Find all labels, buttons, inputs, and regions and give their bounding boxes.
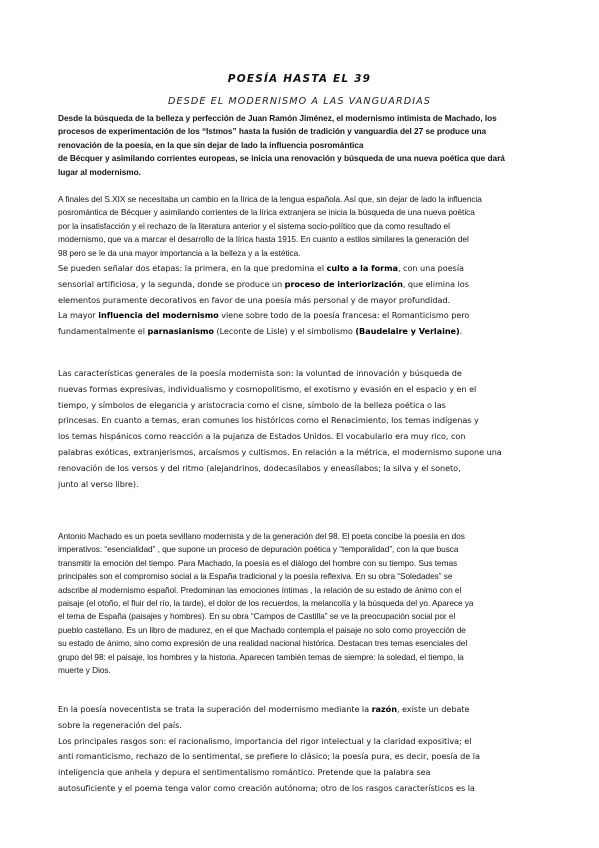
text-line: 98 pero se le da una mayor importancia a la belleza y a la estética.	[58, 247, 301, 258]
text-line: procesos de experimentación de los “Istmos” hasta la fusión de tradición y vanguardia del 27 se produce una	[58, 126, 487, 137]
text-line: junto al verso libre).	[58, 478, 139, 489]
machado-paragraph	[58, 530, 542, 677]
finales-paragraph	[58, 193, 542, 260]
text-line: sobre la regeneración del país.	[58, 719, 182, 730]
text-line: los temas hispánicos como reacción a la pujanza de Estados Unidos. El vocabulario era muy rico, con	[58, 431, 466, 442]
novecentismo-paragraph	[58, 702, 542, 797]
text-line: renovación de la poesía, en la que sin dejar de lado la influencia posromántica	[58, 139, 364, 150]
bold-term: culto a la forma	[326, 263, 398, 273]
text-line: anti romanticismo, rechazo de lo sentimental, se prefiere lo clásico; la poesía pura, es decir, poesía de la	[58, 751, 480, 762]
text-line: grupo del 98: el paisaje, los hombres y la historia. Aparecen también temas de siempre: la soledad, el tiempo, la	[58, 651, 464, 662]
bold-term: proceso de interiorización	[284, 278, 403, 289]
text-line: tiempo, y símbolos de elegancia y aristocracia como el cisne, símbolo de la belleza poética o las	[58, 399, 446, 410]
text-line: fundamentalmente el parnasianismo (Leconte de Lisle) y el simbolismo (Baudelaire y Verlaine).	[58, 326, 463, 337]
text-line: sensorial artificiosa, y la segunda, donde se produce un proceso de interiorización, que elimina los	[58, 278, 469, 289]
text-line: inteligencia que anhela y depura el sentimentalismo romántico. Pretende que la palabra sea	[58, 767, 431, 778]
text-line: autosuficiente y el poema tenga valor como creación autónoma; otro de los rasgos característicos es la	[58, 782, 475, 793]
bold-term: influencia del modernismo	[98, 310, 219, 321]
text-line: su estado de ánimo, sino como expresión de una realidad nacional histórica. Destacan tres temas esenciales del	[58, 638, 468, 649]
text-line: lugar al modernismo.	[58, 166, 141, 177]
caracteristicas-paragraph	[58, 366, 542, 492]
text-line: palabras exóticas, extranjerismos, arcaísmos y cultismos. En relación a la métrica, el modernismo supone una	[58, 446, 502, 457]
intro-paragraph	[58, 112, 542, 179]
text-line: posromántica de Bécquer y asimilando corrientes de la lírica extranjera se inicia la búsqueda de una nueva poética	[58, 207, 475, 218]
text-line: muerte y Dios.	[58, 665, 111, 676]
text-line: de Bécquer y asimilando corrientes europeas, se inicia una renovación y búsqueda de una nueva poética que dará	[58, 153, 505, 164]
text-line: Desde la búsqueda de la belleza y perfección de Juan Ramón Jiménez, el modernismo intimista de Machado, los	[58, 113, 497, 123]
text-line: por la insatisfacción y el rechazo de la literatura anterior y el sistema socio-político que da como resultado el	[58, 220, 450, 231]
text-line: elementos puramente decorativos en favor de una poesía más personal y de mayor profundidad.	[58, 294, 451, 305]
text-line: transmitir la emoción del tiempo. Para Machado, la poesía es el diálogo del hombre con su tiempo. Sus temas	[58, 557, 458, 568]
document-title: POESÍA HASTA EL 39	[227, 73, 372, 85]
text-line: nuevas formas expresivas, individualismo y cosmopolitismo, el exotismo y evasión en el espacio y en el	[58, 383, 477, 394]
text-line: Se pueden señalar dos etapas: la primera, en la que predomina el culto a la forma, con una poesía	[58, 263, 464, 273]
text-line: imperativos: “esencialidad” , que supone un proceso de depuración poética y “temporalidad”, con la que busca	[58, 544, 459, 555]
text-line: Los principales rasgos son: el racionalismo, importancia del rigor intelectual y la claridad expositiva; el	[58, 735, 472, 746]
document-subtitle: DESDE EL MODERNISMO A LAS VANGUARDIAS	[168, 96, 431, 107]
bold-term: (Baudelaire y Verlaine)	[355, 326, 460, 337]
text-line: En la poesía novecentista se trata la superación del modernismo mediante la razón, existe un debate	[58, 704, 470, 714]
text-line: La mayor influencia del modernismo viene sobre todo de la poesía francesa: el Romanticismo pero	[58, 310, 470, 321]
text-line: A finales del S.XIX se necesitaba un cambio en la lírica de la lengua española. Así que, sin dejar de lado la influencia	[58, 194, 482, 204]
text-line: paisaje (el otoño, el fluir del río, la tarde), el dolor de los recuerdos, la melancolía y la búsqueda del yo. Aparece ya	[58, 598, 474, 609]
text-line: principales son el compromiso social a la España tradicional y la poesía reflexiva. En su obra “Soledades” se	[58, 571, 453, 582]
etapas-paragraph	[58, 261, 542, 340]
text-line: Las características generales de la poesía modernista son: la voluntad de innovación y búsqueda de	[58, 368, 462, 378]
text-line: pueblo castellano. Es un libro de madurez, en el que Machado contempla el paisaje no solo como proyección de	[58, 624, 466, 635]
text-line: el tema de España (paisajes y hombres). En su obra “Campos de Castilla” se ve la preocupación social por el	[58, 611, 456, 622]
bold-term: razón	[371, 704, 397, 714]
text-line: adscribe al modernismo español. Predominan las emociones íntimas , la relación de su estado de ánimo con el	[58, 584, 462, 595]
bold-term: parnasianismo	[147, 326, 214, 337]
text-line: princesas. En cuanto a temas, eran comunes los históricos como el Renacimiento, los temas indígenas y	[58, 415, 479, 426]
text-line: Antonio Machado es un poeta sevillano modernista y de la generación del 98. El poeta concibe la poesía en dos	[58, 531, 465, 541]
text-line: renovación de los versos y del ritmo (alejandrinos, dodecasílabos y eneasílabos; la silva y el soneto,	[58, 462, 461, 473]
text-line: modernismo, que va a marcar el desarrollo de la lírica hasta 1915. En cuanto a estilos similares la generación del	[58, 234, 469, 245]
